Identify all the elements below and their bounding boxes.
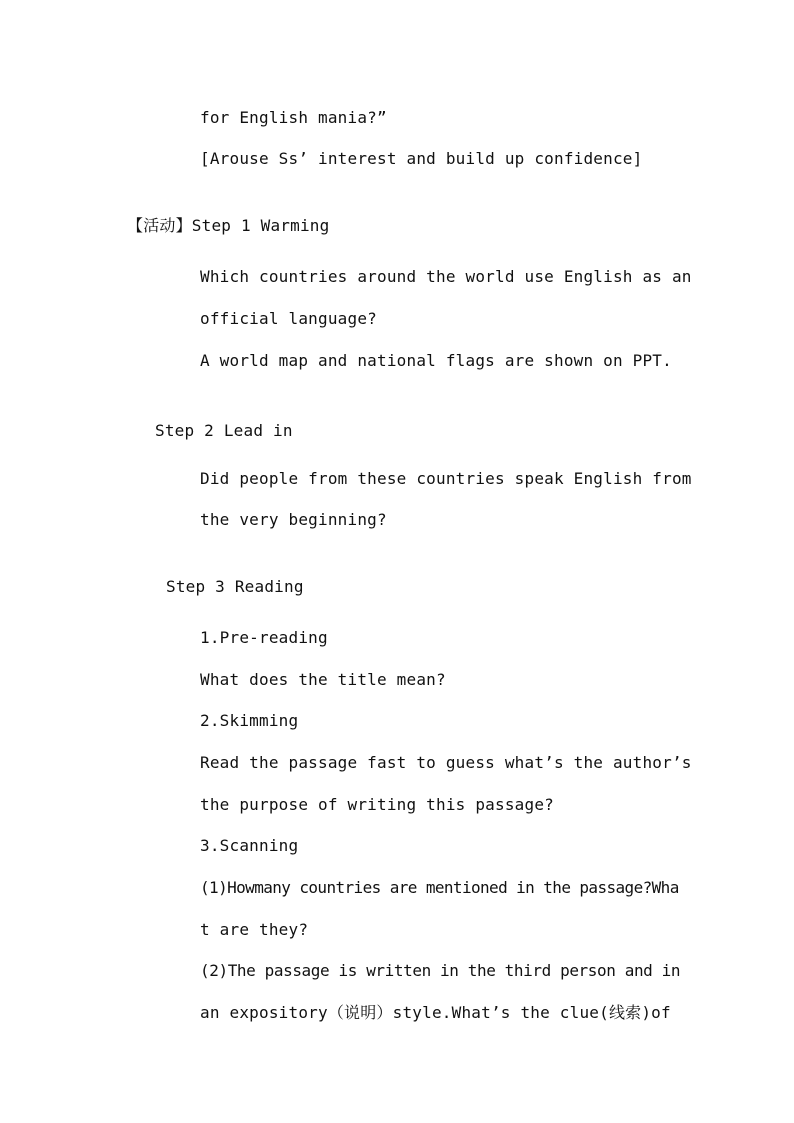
text-line: official language?: [200, 309, 377, 328]
text-line: (1)Howmany countries are mentioned in the passage?Wha: [200, 878, 679, 897]
text-line: A world map and national flags are shown on PPT.: [200, 351, 672, 370]
text-line: Did people from these countries speak English from: [200, 469, 692, 488]
step-heading: Step 3 Reading: [166, 577, 304, 596]
step-heading: Step 2 Lead in: [155, 421, 293, 440]
text-line: Which countries around the world use English as an: [200, 267, 692, 286]
activity-heading: 【活动】Step 1 Warming: [127, 216, 330, 235]
text-line: [Arouse Ss’ interest and build up confidence]: [200, 149, 643, 168]
text-line: for English mania?”: [200, 108, 387, 127]
text-line: What does the title mean?: [200, 670, 446, 689]
text-line: Read the passage fast to guess what’s the author’s: [200, 753, 692, 772]
text-line: an expository（说明）style.What’s the clue(线索)of: [200, 1003, 671, 1022]
text-line: 2.Skimming: [200, 711, 299, 730]
text-line: t are they?: [200, 920, 309, 939]
text-line: (2)The passage is written in the third person and in: [200, 961, 681, 980]
text-line: 1.Pre-reading: [200, 628, 328, 647]
text-line: the purpose of writing this passage?: [200, 795, 554, 814]
text-line: the very beginning?: [200, 510, 387, 529]
text-line: 3.Scanning: [200, 836, 299, 855]
